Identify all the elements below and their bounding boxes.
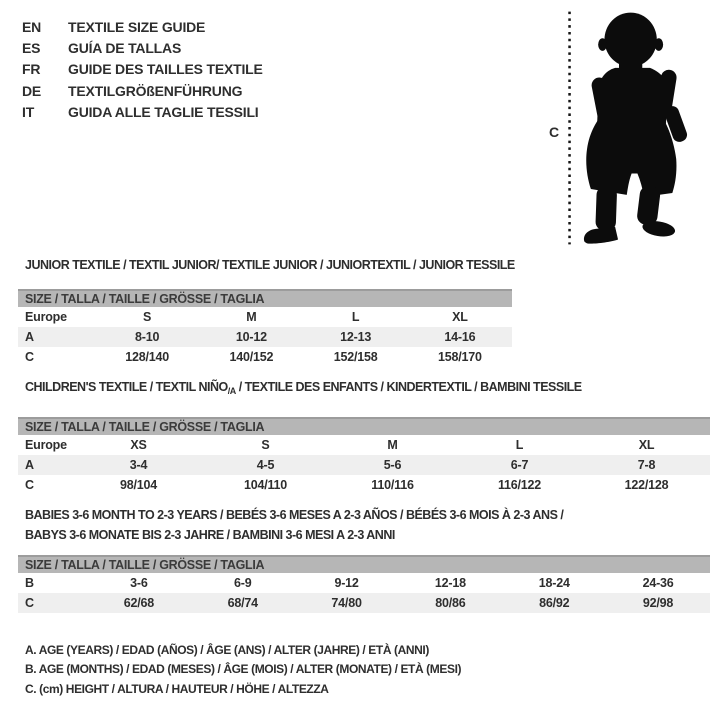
title-text: JUNIOR TEXTILE / TEXTIL JUNIOR/ TEXTILE JUNIOR / JUNIORTEXTIL / JUNIOR TESSILE [25, 258, 515, 272]
table-rows [18, 435, 710, 495]
head-shape [604, 13, 656, 67]
footnote-line: C. (cm) HEIGHT / ALTURA / HAUTEUR / HÖHE / ALTEZZA [25, 681, 329, 696]
language-title: TEXTILE SIZE GUIDE [68, 18, 206, 35]
table-row [18, 435, 710, 455]
size-cell: M [246, 310, 257, 324]
language-title: GUIDA ALLE TAGLIE TESSILI [68, 104, 259, 121]
language-code: IT [22, 104, 35, 121]
toddler-silhouette [584, 13, 689, 244]
table-title [25, 380, 710, 398]
title-text: BABYS 3-6 MONATE BIS 2-3 JAHRE / BAMBINI 3-6 MESI A 2-3 ANNI [25, 528, 395, 542]
leg-left-shape [595, 186, 617, 231]
size-cell: 9-12 [334, 576, 359, 590]
footnote-line: A. AGE (YEARS) / EDAD (AÑOS) / ÂGE (ANS) / ALTER (JAHRE) / ETÀ (ANNI) [25, 643, 429, 657]
children-size-table-section [18, 380, 710, 495]
toddler-silhouette-graphic [555, 2, 715, 252]
size-cell: XL [452, 310, 468, 324]
row-label: C [25, 350, 34, 364]
language-title-list [22, 16, 263, 123]
size-cell: S [261, 438, 270, 452]
size-cell: 6-9 [234, 576, 252, 590]
table-title-line [25, 505, 710, 525]
size-cell: S [143, 310, 152, 324]
row-label: C [25, 596, 34, 610]
table-rows [18, 307, 512, 367]
foot-left-shape [584, 227, 618, 244]
size-cell: M [387, 438, 398, 452]
language-code: FR [22, 61, 41, 78]
title-text: BABIES 3-6 MONTH TO 2-3 YEARS / BEBÉS 3-6 MESES A 2-3 AÑOS / BÉBÉS 3-6 MOIS À 2-3 ANS / [25, 508, 564, 522]
size-cell: 3-4 [129, 458, 148, 472]
table-row [18, 307, 512, 327]
size-cell: L [515, 438, 524, 452]
row-label: C [25, 478, 34, 492]
size-cell: 68/74 [227, 596, 258, 610]
table-row [18, 347, 512, 367]
language-title: TEXTILGRÖßENFÜHRUNG [68, 82, 243, 99]
row-label: A [25, 330, 34, 344]
ear-right-shape [654, 38, 663, 51]
height-measure-label: C [549, 124, 560, 140]
size-cell: 14-16 [444, 330, 476, 344]
size-cell: 18-24 [538, 576, 570, 590]
size-cell: XL [638, 438, 655, 452]
size-cell: 7-8 [637, 458, 656, 472]
size-cell: 116/122 [497, 478, 542, 492]
footnotes [25, 641, 461, 699]
footnote-line: B. AGE (MONTHS) / EDAD (MESES) / ÂGE (MOIS) / ALTER (MONATE) / ETÀ (MESI) [25, 662, 462, 677]
junior-size-table-section [18, 258, 515, 367]
table-row [18, 573, 710, 593]
size-cell: 3-6 [130, 576, 148, 590]
table-title-line [25, 258, 515, 272]
size-cell: 122/128 [624, 478, 669, 492]
table-title-line [25, 525, 710, 545]
table-title [25, 258, 515, 272]
table-title-line [25, 380, 710, 398]
language-title: GUÍA DE TALLAS [68, 40, 182, 57]
size-cell: 74/80 [331, 596, 362, 610]
title-text: CHILDREN'S TEXTILE / TEXTIL NIÑO [25, 380, 228, 394]
table-rows [18, 573, 710, 613]
size-cell: 92/98 [642, 596, 674, 610]
table-row [18, 593, 710, 613]
table-header-bar: SIZE / TALLA / TAILLE / GRÖSSE / TAGLIA [18, 555, 710, 573]
language-code: EN [22, 18, 42, 35]
size-cell: 80/86 [435, 596, 466, 610]
size-cell: 4-5 [256, 458, 275, 472]
language-row [22, 80, 263, 101]
table-title [25, 505, 710, 545]
size-cell: 12-13 [340, 330, 372, 344]
row-label: B [25, 576, 34, 590]
size-cell: 110/116 [371, 478, 414, 492]
language-row [22, 59, 263, 80]
row-label: Europe [25, 438, 67, 452]
ear-left-shape [598, 38, 607, 51]
row-label: Europe [25, 310, 67, 324]
size-cell: 104/110 [243, 478, 288, 492]
language-title: GUIDE DES TAILLES TEXTILE [68, 61, 263, 78]
table-header-bar: SIZE / TALLA / TAILLE / GRÖSSE / TAGLIA [18, 417, 710, 435]
shorts-shape [586, 116, 676, 196]
toddler-figure [545, 2, 720, 254]
size-cell: 24-36 [642, 576, 674, 590]
size-cell: 86/92 [539, 596, 570, 610]
size-cell: 10-12 [235, 330, 267, 344]
table-row [18, 455, 710, 475]
size-cell: 140/152 [229, 350, 274, 364]
language-code: ES [22, 40, 41, 57]
size-cell: 152/158 [333, 350, 378, 364]
size-cell: L [351, 310, 360, 324]
size-cell: 98/104 [119, 478, 158, 492]
size-cell: 62/68 [123, 596, 155, 610]
size-cell: 128/140 [125, 350, 170, 364]
language-row [22, 16, 263, 37]
table-row [18, 475, 710, 495]
table-header-bar: SIZE / TALLA / TAILLE / GRÖSSE / TAGLIA [18, 289, 512, 307]
title-subscript: /A [227, 386, 236, 396]
leg-right-shape [636, 185, 661, 226]
title-text: / TEXTILE DES ENFANTS / KINDERTEXTIL / BAMBINI TESSILE [235, 380, 582, 394]
babies-size-table-section [18, 505, 710, 613]
size-cell: 8-10 [135, 330, 160, 344]
size-cell: XS [130, 438, 147, 452]
table-row [18, 327, 512, 347]
row-label: A [25, 458, 34, 472]
language-row [22, 102, 263, 123]
language-code: DE [22, 82, 42, 99]
language-row [22, 37, 263, 58]
size-cell: 6-7 [510, 458, 529, 472]
size-cell: 12-18 [434, 576, 466, 590]
size-cell: 5-6 [383, 458, 402, 472]
size-cell: 158/170 [437, 350, 482, 364]
